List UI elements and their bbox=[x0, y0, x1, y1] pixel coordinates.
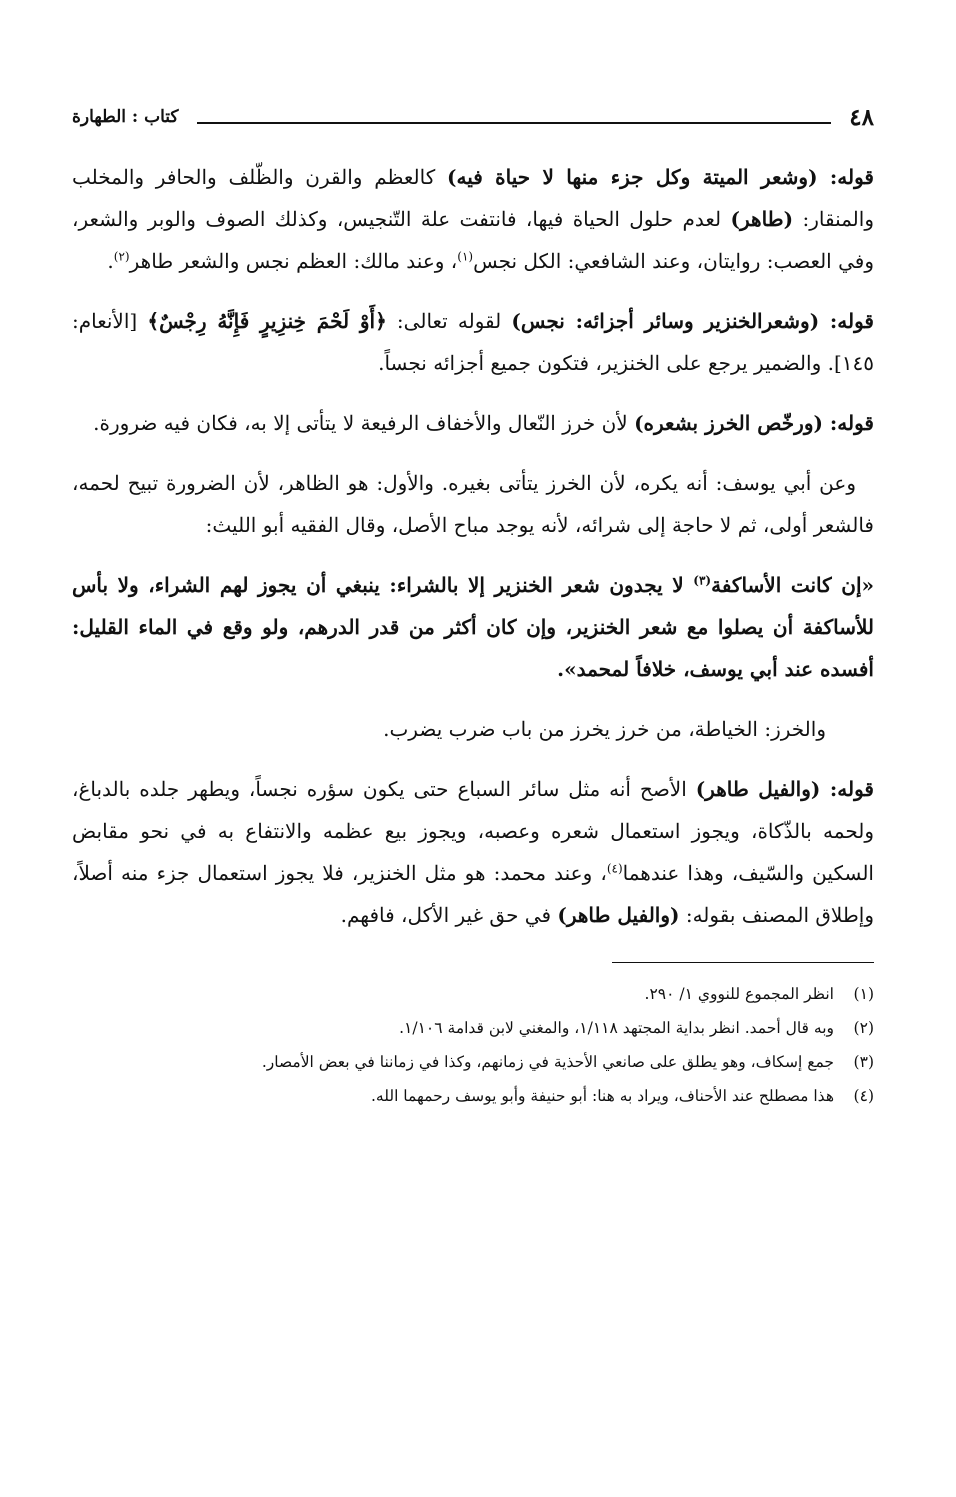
footnote-number: (١) bbox=[853, 985, 874, 1003]
footnote-ref[interactable]: (١) bbox=[457, 249, 474, 264]
quote-term: (طاهر) bbox=[730, 207, 794, 231]
page-header bbox=[72, 100, 874, 134]
body-text: الأصح أنه مثل سائر السباع حتى يكون سؤره نجساً، ويطهر جلده بالدباغ، ولحمه بالذّكاة، ويجوز استعمال شعره وعصبه، ويجوز بيع عظمه والانتفاع به في نحو مقابض السكين والسّيف، وهذا عندهما bbox=[72, 777, 874, 885]
body-text: لعدم حلول الحياة فيها، فانتفت علة التّنجيس، وكذلك الصوف والوبر والشعر، وفي العصب: روايتان، وعند الشافعي: الكل نجس bbox=[72, 207, 874, 273]
footnote-1 bbox=[72, 977, 874, 1011]
footnote-ref[interactable]: (٣) bbox=[693, 573, 712, 588]
footnote-text: هذا مصطلح عند الأحناف، ويراد به هنا: أبو حنيفة وأبو يوسف رحمهما الله. bbox=[370, 1087, 834, 1105]
quote-heading: قوله: (وشعرالخنزير وسائر أجزائه: نجس) bbox=[511, 309, 874, 333]
body-text: [الأنعام: ١٤٥]. والضمير يرجع على الخنزير، فتكون جميع أجزائه نجساً. bbox=[72, 309, 874, 375]
body-text: . bbox=[107, 249, 114, 273]
body-text: ، وعند محمد: هو مثل الخنزير، فلا يجوز استعمال جزء منه أصلاً، وإطلاق المصنف بقوله: bbox=[72, 861, 874, 927]
footnote-text: جمع إسكاف، وهو يطلق على صانعي الأحذية في زمانهم، وكذا في زماننا في بعض الأمصار. bbox=[261, 1053, 834, 1071]
paragraph-3 bbox=[72, 402, 874, 444]
body-text: كالعظم والقرن والظّلف والحافر والمخلب والمنقار: bbox=[72, 165, 874, 231]
footnote-separator bbox=[612, 962, 874, 963]
body-text: ، وعند مالك: العظم نجس والشعر طاهر bbox=[129, 249, 458, 273]
page bbox=[72, 100, 874, 1113]
footnote-2 bbox=[72, 1011, 874, 1045]
quote-heading: قوله: (وشعر الميتة وكل جزء منها لا حياة فيه) bbox=[447, 165, 874, 189]
paragraph-6: والخرز: الخياطة، من خرز يخرز من باب ضرب يضرب. bbox=[383, 717, 826, 741]
body-text: لأن خرز النّعال والأخفاف الرفيعة لا يتأتى إلا به، فكان فيه ضرورة. bbox=[93, 411, 635, 435]
paragraph-1 bbox=[72, 156, 874, 282]
footnote-4 bbox=[72, 1079, 874, 1113]
body-text: في حق غير الأكل، فافهم. bbox=[340, 903, 558, 927]
paragraph-5 bbox=[72, 564, 874, 690]
footnote-number: (٤) bbox=[853, 1087, 874, 1105]
footnote-number: (٢) bbox=[853, 1019, 874, 1037]
paragraph-4: وعن أبي يوسف: أنه يكره، لأن الخرز يتأتى بغيره. والأول: هو الظاهر، لأن الضرورة تبيح لحمه، فالشعر أولى، ثم لا حاجة إلى شرائه، لأنه يوجد مباح الأصل، وقال الفقيه أبو الليث: bbox=[72, 471, 874, 537]
paragraph-2 bbox=[72, 300, 874, 384]
footnote-ref[interactable]: (٤) bbox=[606, 861, 623, 876]
header-rule bbox=[197, 122, 832, 124]
body-text: لقوله تعالى: bbox=[386, 309, 512, 333]
footnote-ref[interactable]: (٢) bbox=[113, 249, 130, 264]
footnote-text: وبه قال أحمد. انظر بداية المجتهد ١/١١٨، والمغني لابن قدامة ١/١٠٦. bbox=[399, 1019, 834, 1037]
footnote-text: انظر المجموع للنووي ١/ ٢٩٠. bbox=[644, 985, 834, 1003]
quotation-text: لا يجدون شعر الخنزير إلا بالشراء: ينبغي أن يجوز لهم الشراء، ولا بأس للأساكفة أن يصلوا مع شعر الخنزير، وإن كان أكثر من قدر الدرهم، ولو وقع في الماء القليل: أفسده عند أبي يوسف، خلافاً لمحمد». bbox=[72, 573, 874, 681]
quote-term: (والفيل طاهر) bbox=[557, 903, 680, 927]
quote-heading: قوله: (ورخّص الخرز بشعره) bbox=[634, 411, 874, 435]
quran-verse: ﴿أَوْ لَحْمَ خِنزِيرٍ فَإِنَّهُ رِجْسٌ﴾ bbox=[147, 309, 387, 333]
footnote-number: (٣) bbox=[853, 1053, 874, 1071]
quotation-text: «إن كانت الأساكفة bbox=[711, 573, 874, 597]
running-title: كتاب : الطهارة bbox=[72, 107, 179, 127]
footnote-3 bbox=[72, 1045, 874, 1079]
quote-heading: قوله: (والفيل طاهر) bbox=[695, 777, 874, 801]
page-number: ٤٨ bbox=[849, 103, 874, 131]
paragraph-7 bbox=[72, 768, 874, 936]
